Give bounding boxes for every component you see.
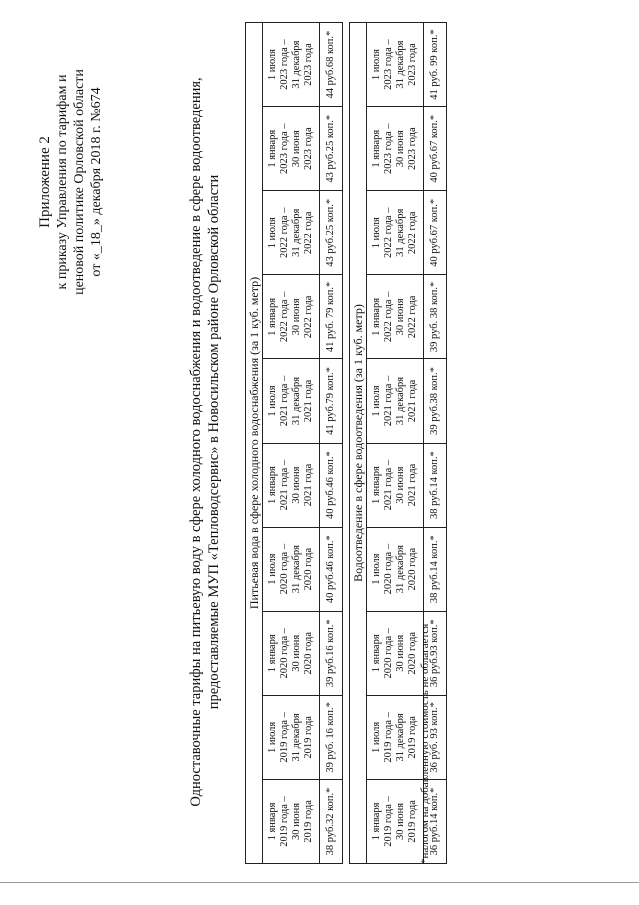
period-line: 2022 года: [303, 295, 314, 339]
tariff-value-cell: 41 руб. 79 коп.*: [320, 275, 343, 359]
period-line: 1 июля: [267, 721, 278, 753]
tariff-value-cell: 40 руб.67 коп.*: [424, 191, 447, 275]
tariff-value-cell: 39 руб. 16 коп.*: [320, 695, 343, 779]
period-line: 30 июня: [395, 802, 406, 840]
period-line: 2023 года –: [383, 39, 394, 90]
period-line: 31 декабря: [395, 376, 406, 426]
period-row: [367, 23, 424, 864]
period-line: 30 июня: [291, 802, 302, 840]
period-cell: [263, 191, 320, 275]
period-line: 2023 года: [303, 43, 314, 86]
period-line: 2019 года: [303, 716, 314, 759]
period-line: 2020 года: [303, 547, 314, 591]
period-line: 1 июля: [267, 217, 278, 249]
period-line: 2023 года –: [279, 39, 290, 90]
tariff-value-cell: 40 руб.46 коп.*: [320, 527, 343, 611]
period-line: 2020 года –: [383, 628, 394, 679]
period-line: 2023 года: [407, 43, 418, 86]
period-line: 1 июля: [371, 385, 382, 417]
period-cell: [263, 359, 320, 443]
period-cell: [263, 23, 320, 107]
period-line: 1 января: [267, 802, 278, 841]
period-line: 2023 года: [407, 127, 418, 171]
period-line: 2020 года –: [279, 543, 290, 595]
period-line: 30 июня: [395, 298, 406, 336]
period-cell: [263, 275, 320, 359]
period-line: 31 декабря: [291, 40, 302, 89]
period-line: 2022 года: [407, 211, 418, 255]
period-line: 30 июня: [291, 298, 302, 336]
period-line: 1 июля: [371, 49, 382, 81]
period-row: [263, 23, 320, 864]
period-line: 2019 года –: [383, 796, 394, 847]
period-line: 2019 года: [407, 800, 418, 843]
period-line: 2020 года: [407, 631, 418, 675]
period-line: 2022 года –: [383, 291, 394, 343]
footnote: *налогом на добавленную стоимость не облагается: [419, 623, 431, 864]
period-line: 1 января: [267, 466, 278, 505]
period-line: 2023 года: [303, 127, 314, 171]
period-line: 31 декабря: [291, 545, 302, 594]
period-line: 31 декабря: [291, 376, 302, 426]
tariff-table-body: [246, 23, 447, 864]
section-gap: [343, 23, 350, 864]
period-cell: [367, 23, 424, 107]
period-cell: [367, 359, 424, 443]
period-line: 2021 года –: [383, 375, 394, 427]
tariff-value-cell: 41 руб.79 коп.*: [320, 359, 343, 443]
period-cell: [367, 611, 424, 695]
tariff-value-cell: 39 руб. 38 коп.*: [424, 275, 447, 359]
document-title-line-2: предоставляемые МУП «Тепловодсервис» в Новосильском районе Орловской области: [206, 174, 222, 710]
period-line: 2020 года: [407, 547, 418, 591]
period-line: 2021 года: [407, 463, 418, 507]
tariff-value-cell: 36 руб.14 коп.*: [424, 779, 447, 863]
period-line: 2021 года: [407, 379, 418, 423]
period-cell: [367, 191, 424, 275]
period-line: 1 июля: [267, 385, 278, 417]
period-cell: [263, 527, 320, 611]
tariff-value-cell: 40 руб.46 коп.*: [320, 443, 343, 527]
period-line: 2021 года: [303, 379, 314, 423]
period-line: 1 января: [371, 129, 382, 168]
period-line: 2019 года –: [279, 796, 290, 847]
tariff-table: [245, 22, 447, 864]
section-gap-cell: [343, 23, 350, 864]
period-line: 30 июня: [291, 634, 302, 672]
period-line: 2019 года: [303, 800, 314, 843]
period-line: 30 июня: [395, 466, 406, 504]
period-line: 2021 года –: [279, 375, 290, 427]
period-line: 30 июня: [395, 634, 406, 672]
period-cell: [367, 779, 424, 863]
period-line: 31 декабря: [395, 40, 406, 89]
period-line: 2023 года –: [279, 123, 290, 174]
document-title: [187, 12, 223, 872]
tariff-value-cell: 39 руб.16 коп.*: [320, 611, 343, 695]
period-line: 2019 года –: [383, 712, 394, 763]
period-line: 2022 года: [303, 211, 314, 255]
value-row: [320, 23, 343, 864]
page-bottom-rule: [0, 882, 639, 883]
period-line: 31 декабря: [291, 713, 302, 762]
period-line: 1 января: [267, 297, 278, 336]
tariff-value-cell: 44 руб.68 коп.*: [320, 23, 343, 107]
period-cell: [263, 611, 320, 695]
appendix-line-3: от «_18_» декабря 2018 г. №674: [89, 87, 104, 277]
period-line: 1 января: [267, 634, 278, 673]
period-line: 2021 года: [303, 463, 314, 507]
period-line: 2022 года –: [279, 291, 290, 343]
period-line: 2021 года –: [383, 459, 394, 511]
period-cell: [263, 443, 320, 527]
section-header: Водоотведение в сфере водоотведения (за 1 куб. метр): [350, 23, 367, 864]
period-line: 31 декабря: [291, 208, 302, 257]
tariff-value-cell: 38 руб.14 коп.*: [424, 443, 447, 527]
period-cell: [263, 107, 320, 191]
rotated-page: [15, 12, 445, 872]
tariff-value-cell: 38 руб.32 коп.*: [320, 779, 343, 863]
period-cell: [367, 443, 424, 527]
period-line: 30 июня: [395, 130, 406, 168]
document-title-line-1: Одноставочные тарифы на питьевую воду в сфере холодного водоснабжения и водоотведение в сфере водоотведения,: [188, 77, 204, 807]
period-cell: [367, 275, 424, 359]
period-line: 2020 года –: [279, 628, 290, 679]
appendix-header: [37, 32, 105, 332]
period-line: 2021 года –: [279, 459, 290, 511]
period-line: 1 июля: [267, 49, 278, 81]
period-cell: [367, 527, 424, 611]
tariff-value-cell: 43 руб.25 коп.*: [320, 107, 343, 191]
period-line: 2022 года –: [383, 207, 394, 259]
section-header-row: [246, 23, 263, 864]
period-line: 31 декабря: [395, 713, 406, 762]
period-line: 2019 года: [407, 716, 418, 759]
period-line: 1 января: [371, 297, 382, 336]
tariff-value-cell: 43 руб.25 коп.*: [320, 191, 343, 275]
period-line: 1 июля: [267, 553, 278, 585]
section-header-row: [350, 23, 367, 864]
tariff-value-cell: 36 руб.93 коп.*: [424, 611, 447, 695]
tariff-value-cell: 36 руб. 93 коп.*: [424, 695, 447, 779]
appendix-line-2: ценовой политике Орловской области: [72, 69, 87, 295]
period-line: 1 января: [267, 129, 278, 168]
appendix-line-1: к приказу Управления по тарифам и: [55, 74, 70, 290]
period-line: 1 июля: [371, 721, 382, 753]
period-line: 1 января: [371, 634, 382, 673]
appendix-title: Приложение 2: [37, 136, 53, 228]
period-cell: [367, 695, 424, 779]
tariff-value-cell: 38 руб.14 коп.*: [424, 527, 447, 611]
period-line: 1 января: [371, 466, 382, 505]
tariff-value-cell: 40 руб.67 коп.*: [424, 107, 447, 191]
period-line: 31 декабря: [395, 208, 406, 257]
period-cell: [367, 107, 424, 191]
period-line: 2022 года –: [279, 207, 290, 259]
section-header: Питьевая вода в сфере холодного водоснабжения (за 1 куб. метр): [246, 23, 263, 864]
period-line: 30 июня: [291, 130, 302, 168]
period-line: 2022 года: [407, 295, 418, 339]
period-line: 1 июля: [371, 217, 382, 249]
tariff-value-cell: 39 руб.38 коп.*: [424, 359, 447, 443]
period-line: 1 января: [371, 802, 382, 841]
tariff-value-cell: 41 руб. 99 коп.*: [424, 23, 447, 107]
period-line: 2023 года –: [383, 123, 394, 174]
period-line: 2020 года: [303, 631, 314, 675]
period-cell: [263, 695, 320, 779]
period-line: 30 июня: [291, 466, 302, 504]
period-line: 2019 года –: [279, 712, 290, 763]
period-cell: [263, 779, 320, 863]
period-line: 31 декабря: [395, 545, 406, 594]
period-line: 2020 года –: [383, 543, 394, 595]
period-line: 1 июля: [371, 553, 382, 585]
